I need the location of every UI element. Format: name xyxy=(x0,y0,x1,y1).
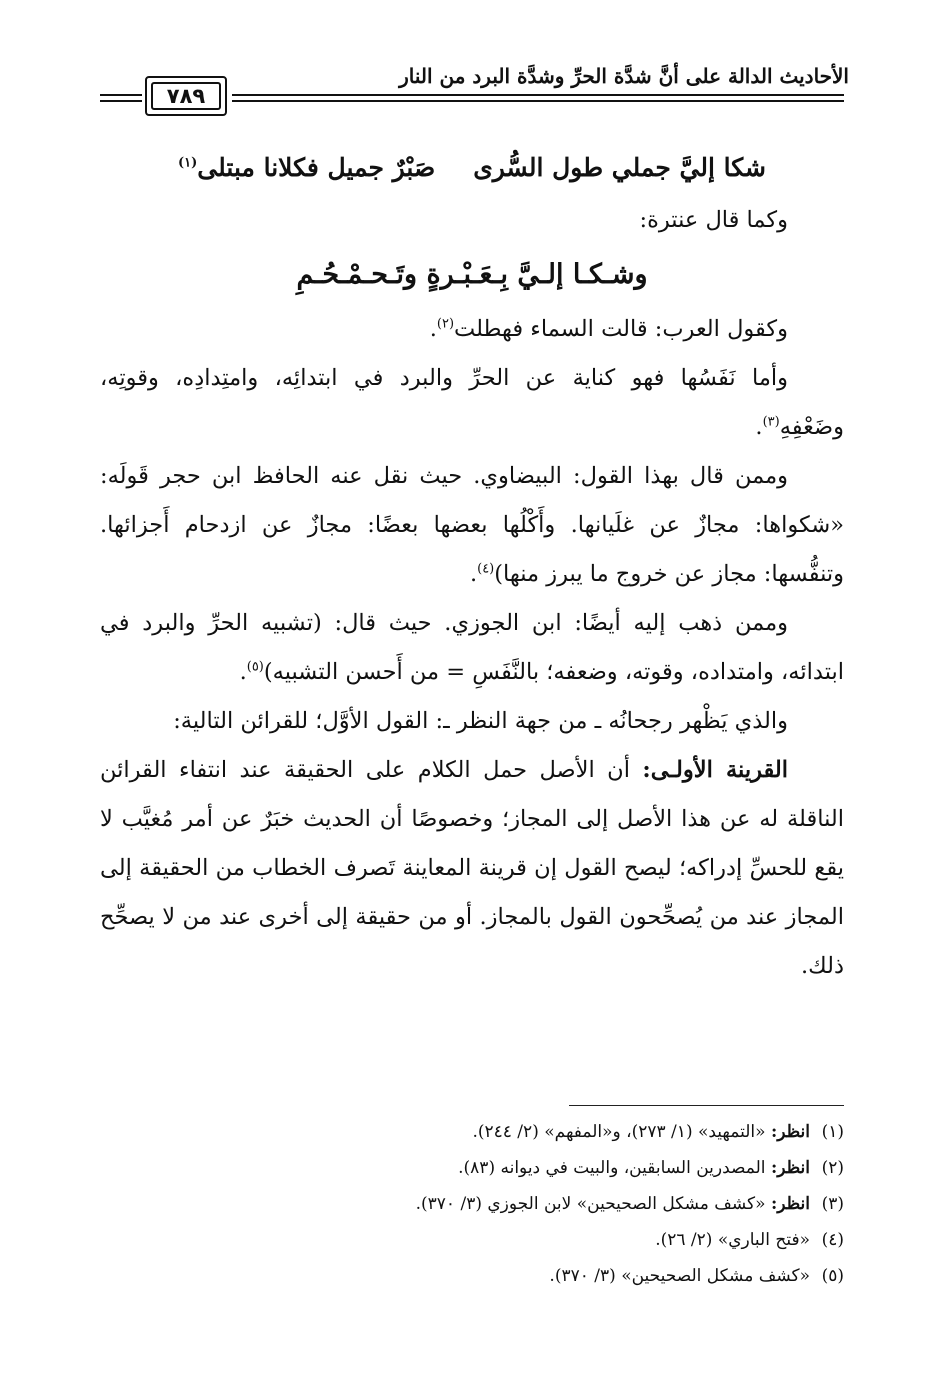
paragraph-text: وممن قال بهذا القول: البيضاوي. حيث نقل عنه الحافظ ابن حجر قَولَه: «شكواها: مجازٌ عن غلَيانها. وأَكْلُها بعضها بعضًا: مجازٌ عن ازدحام أَجزائها. وتنفُّسها: مجاز عن خروج ما يبرز منها) xyxy=(100,463,844,587)
verse-line xyxy=(100,140,844,196)
footnote-text: المصدرين السابقين، والبيت في ديوانه (٨٣). xyxy=(458,1158,766,1178)
header-rule-left xyxy=(100,100,142,102)
main-text xyxy=(100,140,844,991)
footnote-text: «التمهيد» (١/ ٢٧٣)، و«المفهم» (٢/ ٢٤٤). xyxy=(472,1122,766,1142)
footnote-ref: (١) xyxy=(177,155,198,171)
paragraph xyxy=(100,354,844,452)
paragraph: والذي يَظْهر رجحانُه ـ من جهة النظر ـ: القول الأوَّل؛ للقرائن التالية: xyxy=(173,708,788,734)
footnote-ref: (٤) xyxy=(477,561,495,577)
footnote-ref: (٥) xyxy=(246,659,264,675)
paragraph: وكما قال عنترة: xyxy=(639,207,788,233)
paragraph xyxy=(100,305,844,354)
verse-hemistich-second: صَبْرٌ جميل فكلانا مبتلى xyxy=(197,153,436,182)
paragraph-text: وممن ذهب إليه أيضًا: ابن الجوزي. حيث قال: (تشبيه الحرِّ والبرد في ابتدائه، وامتداده، وقوته، وضعفه؛ بالنَّفَسِ = من أَحسن التشبيه) xyxy=(100,610,844,685)
footnote-lead: انظر: xyxy=(770,1194,810,1214)
footnote-number: (٢) xyxy=(821,1158,844,1178)
paragraph-end: . xyxy=(469,561,478,587)
verse-line: وشـكـا إلـيَّ بِـعَـبْـرةٍ وتَـحـمْـحُـمِ xyxy=(296,259,648,290)
footnote-text: «فتح الباري» (٢/ ٢٦). xyxy=(655,1230,810,1250)
footnote-text: «كشف مشكل الصحيحين» (٣/ ٣٧٠). xyxy=(549,1266,810,1286)
footnote xyxy=(100,1150,844,1186)
header-rule xyxy=(232,100,844,102)
paragraph-text: وأما نَفَسُها فهو كناية عن الحرِّ والبرد في ابتدائِه، وامتِدادِه، وقوتِه، وضَعْفِهِ xyxy=(100,365,844,440)
footnotes xyxy=(100,1114,844,1294)
footnote-separator xyxy=(569,1105,844,1106)
header-rule-left xyxy=(100,94,142,96)
footnote-ref: (٢) xyxy=(436,316,455,332)
paragraph-lead: القرينة الأولـى: xyxy=(642,757,789,783)
footnote xyxy=(100,1186,844,1222)
paragraph-text: أن الأصل حمل الكلام على الحقيقة عند انتفاء القرائن الناقلة له عن هذا الأصل إلى المجاز؛ وخصوصًا أن الحديث خبَرٌ عن أمر مُغيَّب لا يقع للحسِّ إدراكه؛ ليصح القول إن قرينة المعاينة تَصرف الخطاب من الحقيقة إلى المجاز عند من يُصحِّحون القول بالمجاز. أو من حقيقة إلى أخرى عند من لا يصحِّح ذلك. xyxy=(100,757,844,979)
paragraph-end: . xyxy=(755,414,763,440)
verse-hemistich-first: شكا إليَّ جملي طول السُّرى xyxy=(473,153,766,182)
running-title: الأحاديث الدالة على أنَّ شدَّة الحرِّ وشدَّة البرد من النار xyxy=(399,64,849,88)
footnote-number: (١) xyxy=(821,1122,844,1142)
paragraph xyxy=(100,452,844,599)
footnote xyxy=(100,1114,844,1150)
header-rule xyxy=(232,94,844,96)
footnote xyxy=(100,1222,844,1258)
page-number-box xyxy=(145,76,227,116)
paragraph xyxy=(100,746,844,991)
page-number: ٧٨٩ xyxy=(151,82,221,110)
footnote-lead: انظر: xyxy=(770,1122,810,1142)
paragraph-end: . xyxy=(429,316,437,342)
footnote-ref: (٣) xyxy=(762,414,780,430)
paragraph xyxy=(100,599,844,697)
footnote-number: (٤) xyxy=(821,1230,844,1250)
paragraph-end: . xyxy=(239,659,247,685)
footnote-number: (٥) xyxy=(821,1266,844,1286)
footnote-lead: انظر: xyxy=(770,1158,810,1178)
footnote-text: «كشف مشكل الصحيحين» لابن الجوزي (٣/ ٣٧٠). xyxy=(415,1194,766,1214)
paragraph-text: وكقول العرب: قالت السماء فهطلت xyxy=(454,316,788,342)
footnote-number: (٣) xyxy=(821,1194,844,1214)
footnote xyxy=(100,1258,844,1294)
